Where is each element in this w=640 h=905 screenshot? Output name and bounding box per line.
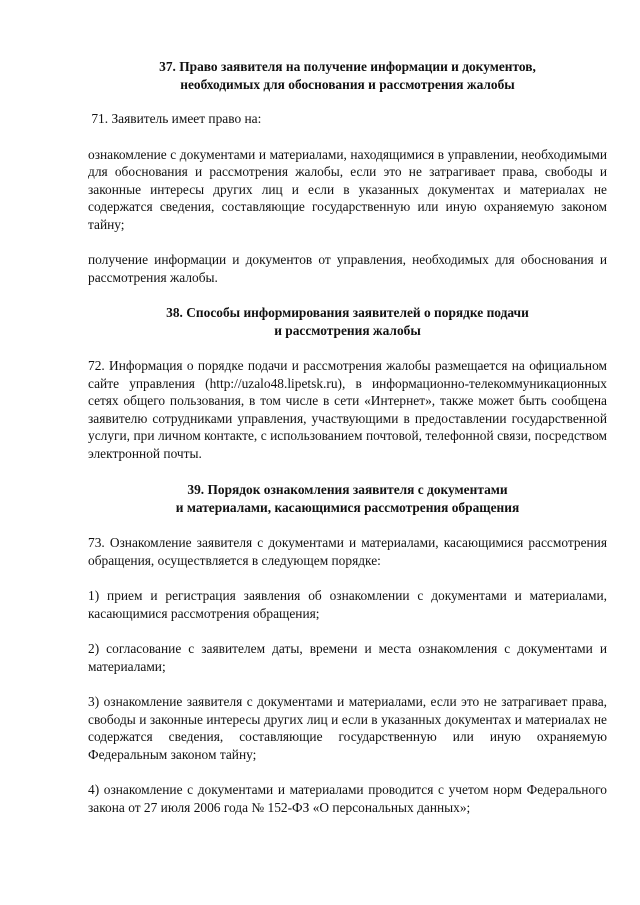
section-39-heading-line2: и материалами, касающимися рассмотрения обращения (175, 499, 520, 515)
paragraph-71-text: 71. Заявитель имеет право на: (91, 111, 262, 126)
section-39-heading-line1: 39. Порядок ознакомления заявителя с документами (187, 482, 508, 497)
section-37-heading-line1: 37. Право заявителя на получение информации и документов, (159, 59, 536, 74)
section-38-heading-line2: и рассмотрения жалобы (274, 322, 421, 338)
paragraph-71-item-b: получение информации и документов от управления, необходимых для обоснования и рассмотрения жалобы. (88, 252, 607, 285)
paragraph-73-item-4: 4) ознакомление с документами и материалами проводится с учетом норм Федерального закона от 27 июля 2006 года № 152-ФЗ «О персональных данных»; (88, 782, 607, 815)
section-38-heading-line1: 38. Способы информирования заявителей о порядке подачи (166, 305, 529, 320)
paragraph-73-item-1: 1) прием и регистрация заявления об ознакомлении с документами и материалами, касающимися рассмотрения обращения; (88, 588, 607, 621)
paragraph-71-item-a: ознакомление с документами и материалами, находящимися в управлении, необходимыми для обоснования и рассмотрения жалобы, если это не затрагивает права, свободы и законные интересы других лиц и если в указанных документах и материалах не содержатся сведения, составляющие государственную или иную охраняемую законом тайну; (88, 146, 607, 232)
section-38-heading (88, 304, 607, 339)
section-37-heading (88, 58, 607, 93)
paragraph-73-item-2: 2) согласование с заявителем даты, времени и места ознакомления с документами и материалами; (88, 641, 607, 674)
paragraph-72: 72. Информация о порядке подачи и рассмотрения жалобы размещается на официальном сайте управления (http://uzalo48.lipetsk.ru), в информационно-телекоммуникационных сетях общего пользования, в том числе в сети «Интернет», также может быть сообщена заявителю сотрудниками управления, участвующими в предоставлении государственной услуги, при личном контакте, с использованием почтовой, телефонной связи, посредством электронной почты. (88, 358, 607, 461)
paragraph-71 (88, 110, 607, 128)
paragraph-73: 73. Ознакомление заявителя с документами и материалами, касающимися рассмотрения обращения, осуществляется в следующем порядке: (88, 535, 607, 568)
section-39-heading (88, 481, 607, 516)
paragraph-73-item-3: 3) ознакомление заявителя с документами и материалами, если это не затрагивает права, свободы и законные интересы других лиц и если в указанных документах и материалах не содержатся сведения, составляющие государственную или иную охраняемую Федеральным законом тайну; (88, 694, 607, 762)
document-page (88, 58, 607, 816)
section-37-heading-line2: необходимых для обоснования и рассмотрения жалобы (180, 76, 515, 92)
